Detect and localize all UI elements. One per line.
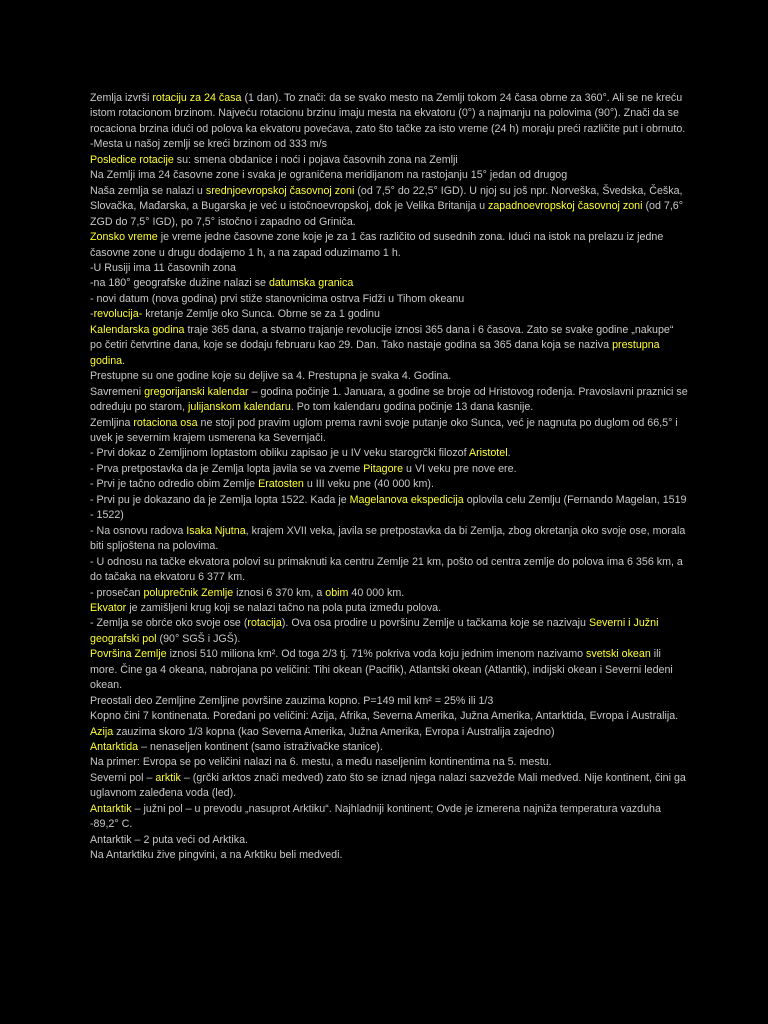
highlighted-term: Aristotel [468,447,508,460]
paragraph [90,230,688,261]
text-run: Antarktik – 2 puta veći od Arktika. [90,833,249,846]
text-run: su: smena obdanice i noći i pojava časovnih zona na Zemlji [173,153,458,166]
text-run: zauzima skoro 1/3 kopna (kao Severna Amerika, Južna Amerika, Evropa i Australija zajedno) [113,725,555,738]
paragraph [90,369,688,384]
text-run: iznosi 6 370 km, a [233,586,326,599]
highlighted-term: Antarktida [90,741,139,754]
paragraph [90,323,688,369]
text-run: iznosi 510 miliona km². Od toga 2/3 tj. 71% pokriva voda koju jednim imenom nazivamo [166,648,587,661]
text-run: -na 180° geografske dužine nalazi se [90,277,269,290]
text-run: ). Ova osa prodire u površinu Zemlje u tačkama koje se nazivaju [281,617,589,630]
highlighted-term: julijanskom kalendaru [188,401,291,414]
paragraph [90,477,688,492]
text-run: . [122,354,126,367]
highlighted-term: zapadnoevropskoj časovnoj zoni [488,200,643,213]
paragraph [90,137,688,152]
text-run: (od 7,5° do 22,5° IGD). U njoj su još npr. Norveška, Švedska, Češka, Slovačka, Mađarska, a Bugarska je već u istočnoevropskoj, dok je Velika Britanija u [90,184,683,213]
highlighted-term: Isaka Njutna [186,524,246,537]
paragraph [90,276,688,291]
paragraph [90,292,688,307]
highlighted-term: Azija [90,725,114,738]
paragraph [90,261,688,276]
highlighted-term: obim [325,586,349,599]
text-run: - Prvi pu je dokazano da je Zemlja lopta 1522. Kada je [90,493,350,506]
paragraph [90,168,688,183]
text-run: je vreme jedne časovne zone koje je za 1 čas različito od susednih zona. Idući na istok na prelazu iz jedne časovne zone u drugu dodajemo 1 h, a na zapad oduzimamo 1 h. [90,231,664,259]
paragraph [90,446,688,461]
paragraph [90,740,688,755]
text-run: -U Rusiji ima 11 časovnih zona [90,261,236,274]
highlighted-term: Kalendarska godina [90,323,185,336]
highlighted-term: rotaciona osa [133,416,198,429]
text-run: (90° SGŠ i JGŠ). [156,632,241,645]
highlighted-term: Pitagore [363,462,404,475]
paragraph [90,307,688,322]
text-run: Naša zemlja se nalazi u [90,184,206,197]
paragraph [90,91,688,137]
text-run: Severni pol – [90,771,156,784]
highlighted-term: Eratosten [258,478,304,491]
paragraph [90,694,688,709]
paragraph [90,524,688,555]
highlighted-term: Zonsko vreme [90,231,158,244]
highlighted-term: svetski okean [586,648,651,661]
text-run: – južni pol – u prevodu „nasuprot Arktiku“. Najhladniji kontinent; Ovde je izmerena najniža temperatura vazduha -89,2° C. [90,802,661,831]
highlighted-term: poluprečnik Zemlje [143,586,234,599]
text-run: Savremeni [90,385,145,398]
highlighted-term: Površina Zemlje [90,648,167,661]
text-run: Na primer: Evropa se po veličini nalazi na 6. mestu, a među naseljenim kontinentima na 5. mestu. [90,756,552,769]
highlighted-term: Magelanova ekspedicija [349,493,464,506]
highlighted-term: datumska granica [268,277,354,290]
paragraph [90,771,688,802]
paragraph [90,647,688,693]
paragraph [90,153,688,168]
highlighted-term: Posledice rotacije [90,153,174,166]
paragraph [90,725,688,740]
highlighted-term: gregorijanski kalendar [144,385,249,398]
text-run: Zemlja izvrši [90,92,153,104]
highlighted-term: Antarktik [90,802,132,815]
text-run: - Prvi dokaz o Zemljinom loptastom obliku zapisao je u IV veku starogrčki filozof [90,447,469,460]
paragraph [90,385,688,416]
text-run: Prestupne su one godine koje su deljive sa 4. Prestupna je svaka 4. Godina. [90,370,452,383]
paragraph [90,586,688,601]
text-run: Na Zemlji ima 24 časovne zone i svaka je ograničena meridijanom na rastojanju 15° jedan od drugog [90,169,568,182]
highlighted-term: Severni i Južni geografski pol [90,617,659,645]
highlighted-term: Ekvator [90,601,127,614]
text-run: – godina počinje 1. Januara, a godine se broje od Hristovog rođenja. Pravoslavni praznici se određuju po starom, [90,385,688,414]
highlighted-term: srednjoevropskoj časovnoj zoni [205,184,355,197]
text-run: ne stoji pod pravim uglom prema ravni svoje putanje oko Sunca, već je nagnuta po duglom od 66,5° i uvek je severnim krajem usmerena ka Severnjači. [90,416,678,444]
text-run: , krajem XVII veka, javila se pretpostavka da bi Zemlja, zbog okretanja oko svoje ose, morala biti spljoštena na polovima. [90,524,686,553]
text-run: je zamišljeni krug koji se nalazi tačno na pola puta između polova. [126,601,442,614]
highlighted-term: revolucija- [93,308,143,321]
text-run: -Mesta u našoj zemlji se kreći brzinom od 333 m/s [90,138,327,151]
text-run: . [507,447,511,460]
text-run: – (grčki arktos znači medved) zato što se iznad njega nalazi sazvežđe Mali medved. Nije kontinent, čini ga uglavnom zaleđena voda (led). [90,771,686,800]
text-run: oplovila celu Zemlju (Fernando Magelan, 1519 - 1522) [90,493,687,522]
text-run: Preostali deo Zemljine Zemljine površine zauzima kopno. P=149 mil km² = 25% ili 1/3 [90,694,494,707]
paragraph [90,416,688,447]
text-run: 40 000 km. [348,586,405,599]
paragraph [90,833,688,848]
paragraph [90,462,688,477]
text-run: Zemljina [90,416,134,429]
text-run: - Prvi je tačno odredio obim Zemlje [90,478,259,491]
text-run: (od 7,6° ZGD do 7,5° IGD), po 7,5° istočno i zapadno od Griniča. [90,200,684,228]
text-run: - Prva pretpostavka da je Zemlja lopta javila se va zveme [90,462,364,475]
text-run: u III veku pne (40 000 km). [303,478,434,491]
text-run: u VI veku pre nove ere. [403,462,517,475]
paragraph [90,848,688,863]
text-run: - Zemlja se obrće oko svoje ose ( [90,617,248,630]
text-run: - Na osnovu radova [90,524,187,537]
paragraph [90,616,688,647]
paragraph [90,709,688,724]
text-run: kretanje Zemlje oko Sunca. Obrne se za 1 godinu [142,308,380,321]
paragraph [90,601,688,616]
paragraph [90,184,688,230]
text-run: – nenaseljen kontinent (samo istraživačke stanice). [138,741,383,754]
text-run: - [90,308,94,321]
highlighted-term: arktik [155,771,181,784]
text-run: ili more. Čine ga 4 okeana, nabrojana po veličini: Tihi okean (Pacifik), Atlantski okean (Atlantik), indijski okean i Severni ledeni okean. [90,648,673,692]
text-run: - prosečan [90,586,144,599]
highlighted-term: rotacija [247,617,282,630]
text-run: (1 dan). To znači: da se svako mesto na Zemlji tokom 24 časa obrne za 360°. Ali se ne kreću istom rotacionom brzinom. Najveću rotacionu brzinu imaju mesta na ekvatoru (0°) a najmanju na polovima (90°). Znači da se rocaciona brzina idući od polova ka ekvatoru povećava, zato što tačke za isto vreme (24 h) moraju preći različite put i obrnuto. [90,92,686,135]
text-run: - U odnosu na tačke ekvatora polovi su primaknuti ka centru Zemlje 21 km, pošto od centra zemlje do polova ima 6 356 km, a do tačaka na ekvatoru 6 377 km. [90,555,683,584]
highlighted-term: prestupna godina [90,339,660,367]
text-run: Na Antarktiku žive pingvini, a na Arktiku beli medvedi. [90,849,343,862]
paragraph [90,493,688,524]
text-run: . Po tom kalendaru godina počinje 13 dana kasnije. [290,401,534,414]
highlighted-term: rotaciju za 24 časa [152,92,242,104]
paragraph [90,802,688,833]
paragraph [90,555,688,586]
text-run: traje 365 dana, a stvarno trajanje revolucije iznosi 365 dana i 6 časova. Zato se svake godine „nakupe“ po četiri četvrtine dana, koje se dodaju februaru kao 29. Dan. Tako nastaje godina sa 365 dana koja se naziva [90,323,674,352]
text-run: - novi datum (nova godina) prvi stiže stanovnicima ostrva Fidži u Tihom okeanu [90,292,465,305]
paragraph [90,755,688,770]
text-run: Kopno čini 7 kontinenata. Poređani po veličini: Azija, Afrika, Severna Amerika, Južna Amerika, Antarktida, Evropa i Australija. [90,710,679,723]
